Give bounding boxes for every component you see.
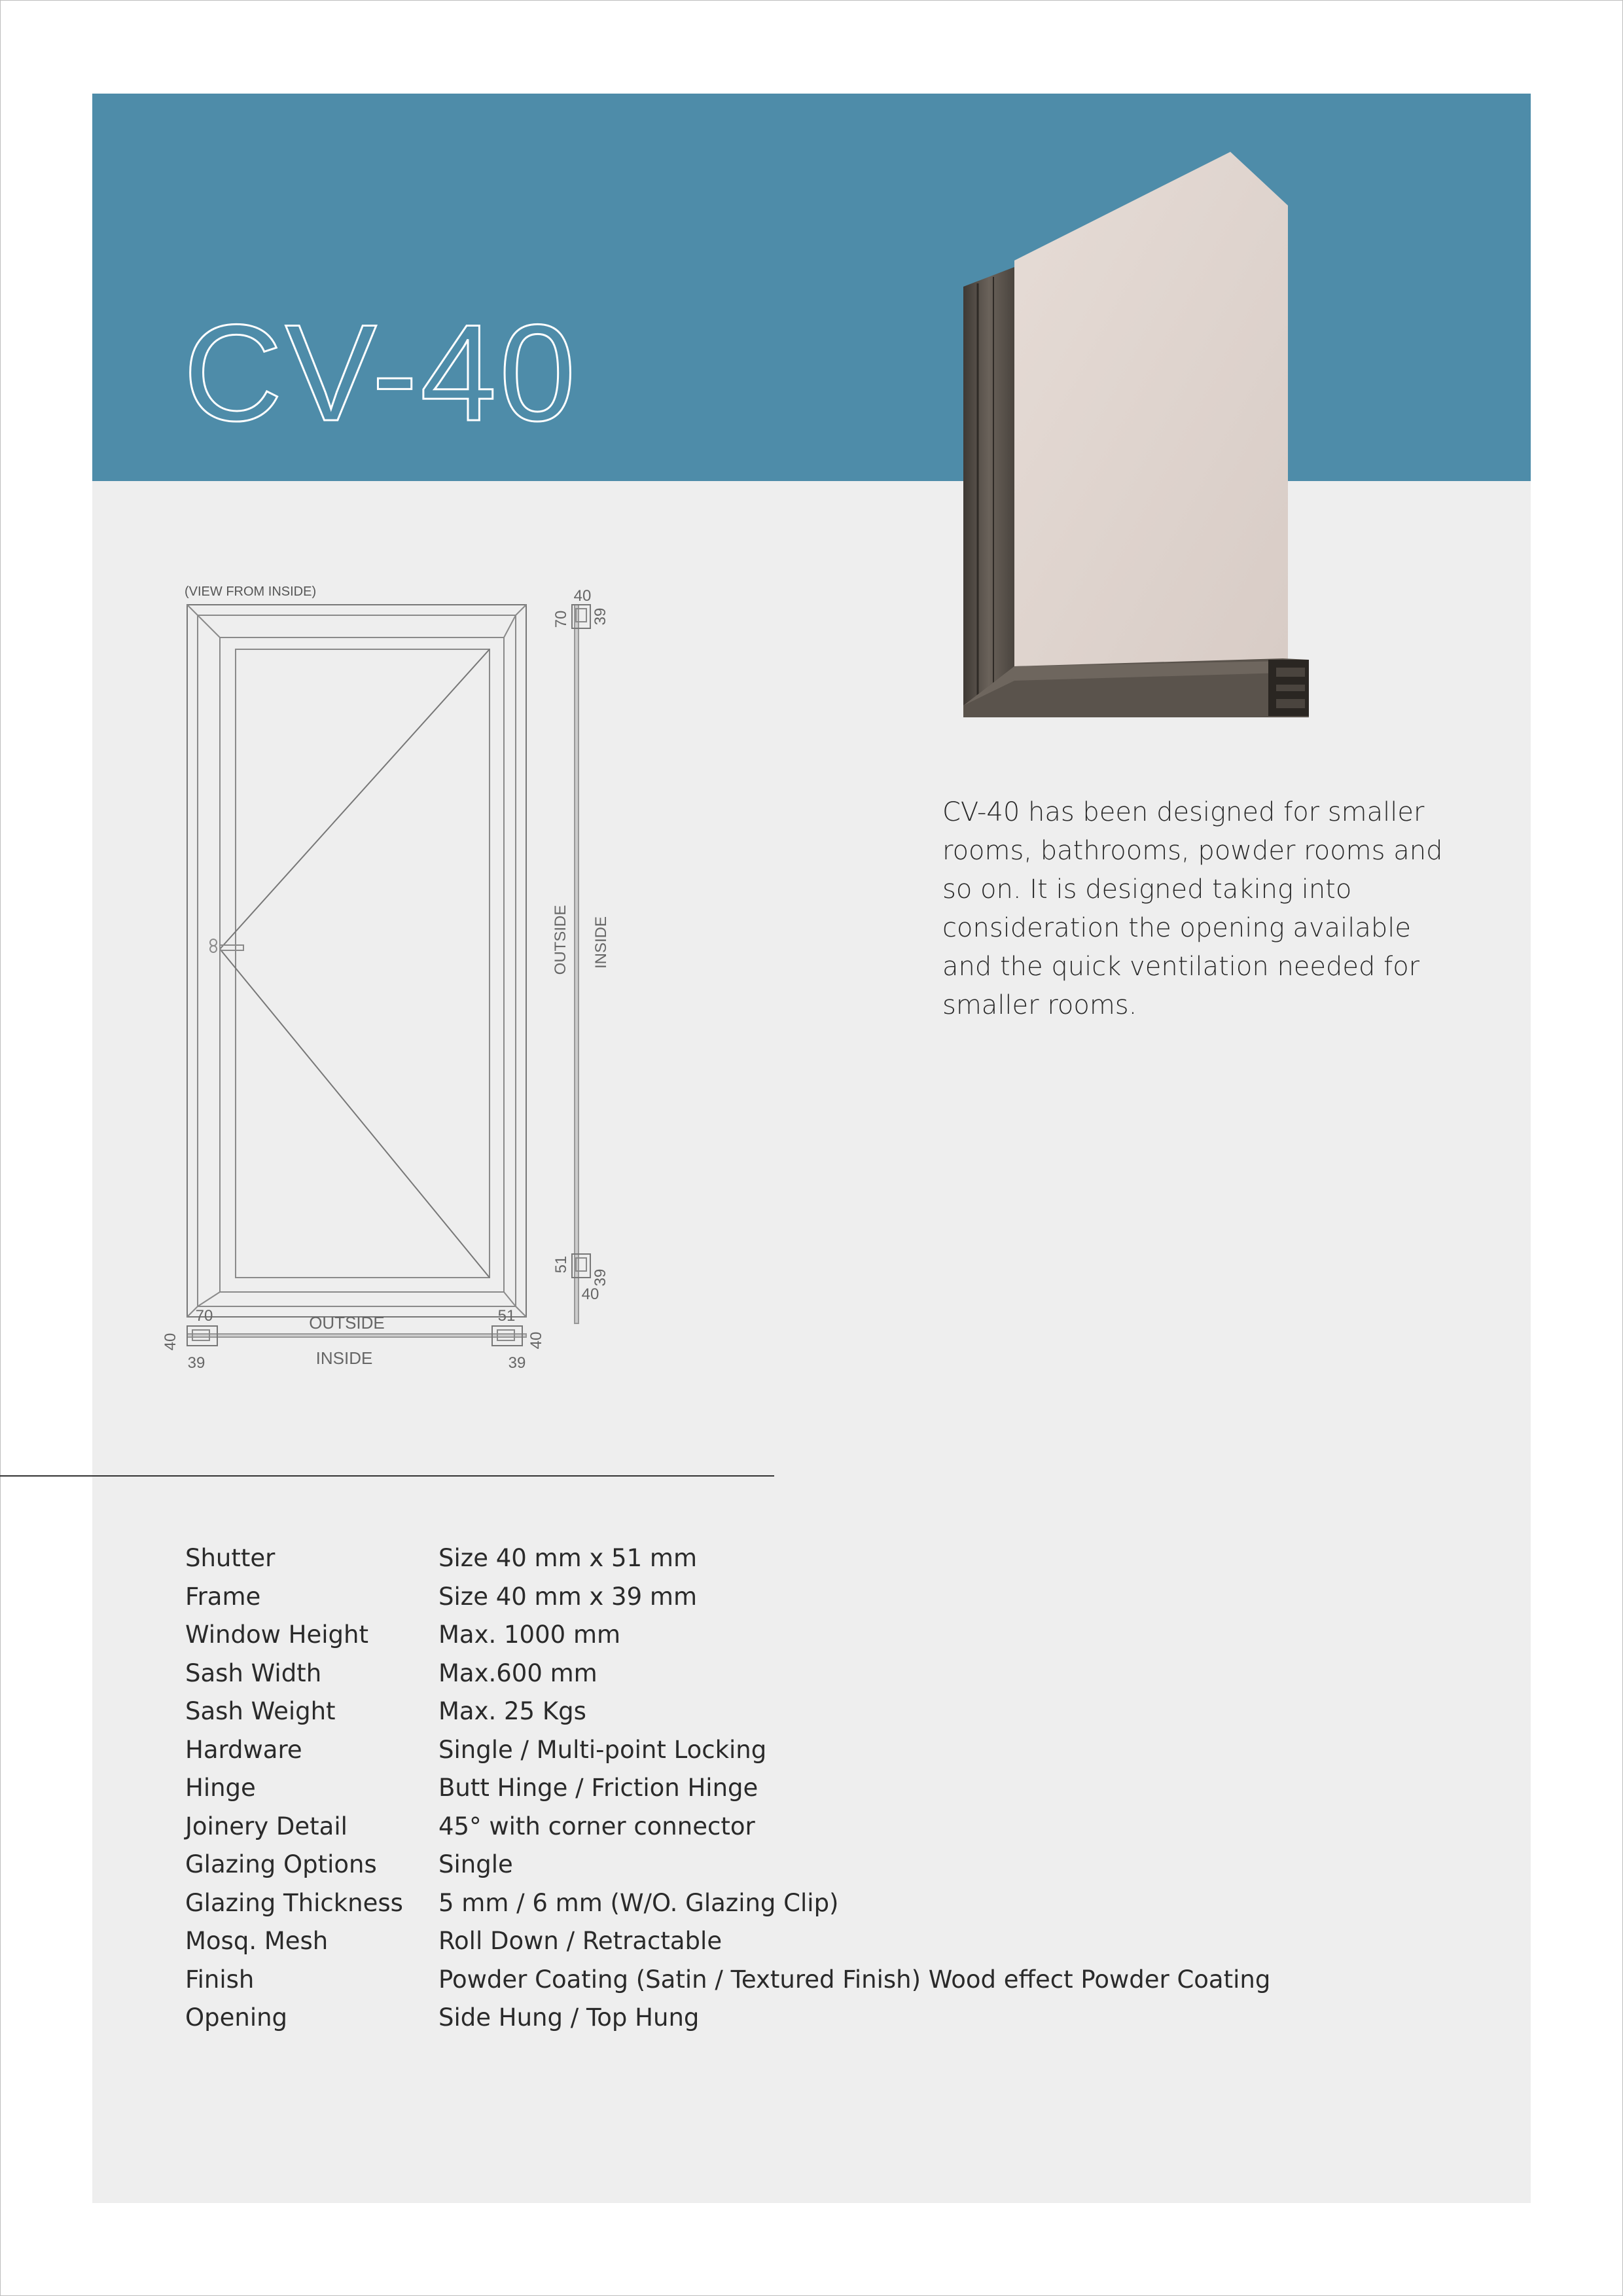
product-title: CV-40 [183,296,579,450]
spec-label: Opening [185,2003,288,2032]
spec-row [185,1846,1270,1884]
spec-row [185,1884,1270,1923]
spec-row [185,1999,1270,2037]
spec-row [185,1961,1270,2000]
spec-label: Shutter [185,1544,276,1572]
bottom-inside-label: INSIDE [315,1348,373,1368]
bottom-right-bottom: 39 [508,1354,526,1372]
spec-value: Single [438,1850,513,1878]
spec-row [185,1655,1270,1693]
side-bottom-width: 40 [581,1285,599,1303]
spec-value: 5 mm / 6 mm (W/O. Glazing Clip) [438,1888,839,1917]
spec-label: Mosq. Mesh [185,1927,329,1955]
spec-label: Sash Width [185,1659,322,1687]
spec-value: Size 40 mm x 51 mm [438,1544,697,1572]
spec-label: Frame [185,1582,261,1611]
spec-label: Hinge [185,1774,256,1802]
spec-label: Window Height [185,1621,368,1649]
spec-value: Single / Multi-point Locking [438,1735,767,1764]
side-inside-label: INSIDE [592,916,610,969]
spec-value: Size 40 mm x 39 mm [438,1582,697,1611]
spec-label: Finish [185,1965,255,1994]
bottom-left-bottom: 39 [187,1354,205,1372]
bottom-right-side: 40 [527,1331,545,1350]
bottom-outside-label: OUTSIDE [309,1313,385,1333]
profile-section-image [955,149,1322,725]
section-divider [0,1475,774,1477]
frame-vertical [963,267,1014,706]
spec-value: Max. 25 Kgs [438,1697,586,1725]
spec-row [185,1808,1270,1846]
spec-row [185,1922,1270,1961]
bottom-right-top: 51 [497,1307,516,1325]
spec-value: Powder Coating (Satin / Textured Finish) Wood effect Powder Coating [438,1965,1271,1994]
spec-row [185,1769,1270,1808]
spec-label: Joinery Detail [185,1812,348,1840]
spec-row [185,1578,1270,1617]
side-bottom-left: 51 [552,1255,570,1274]
side-top-left: 70 [552,610,570,628]
spec-row [185,1693,1270,1731]
side-top-right: 39 [592,607,609,626]
glass-pane [1014,152,1288,666]
spec-label: Glazing Thickness [185,1888,403,1917]
spec-table [185,1539,1270,2037]
spec-label: Glazing Options [185,1850,377,1878]
spec-label: Sash Weight [185,1697,336,1725]
spec-row [185,1539,1270,1578]
side-top-width: 40 [573,587,592,605]
spec-value: Butt Hinge / Friction Hinge [438,1774,758,1802]
side-bottom-right: 39 [592,1268,609,1287]
spec-value: 45° with corner connector [438,1812,755,1840]
spec-row [185,1731,1270,1770]
bottom-left-top: 70 [195,1307,213,1325]
side-outside-label: OUTSIDE [552,905,569,975]
spec-value: Max. 1000 mm [438,1621,621,1649]
view-label: (VIEW FROM INSIDE) [185,584,317,599]
elevation-drawing [157,576,681,1401]
spec-value: Max.600 mm [438,1659,597,1687]
product-description: CV-40 has been designed for smaller rooms, bathrooms, powder rooms and so on. It is designed taking into consideration the opening available and the quick ventilation needed for smaller rooms. [942,797,1443,1020]
spec-row [185,1616,1270,1655]
spec-value: Side Hung / Top Hung [438,2003,700,2032]
spec-value: Roll Down / Retractable [438,1927,722,1955]
spec-label: Hardware [185,1735,302,1764]
bottom-left-side: 40 [162,1333,179,1351]
